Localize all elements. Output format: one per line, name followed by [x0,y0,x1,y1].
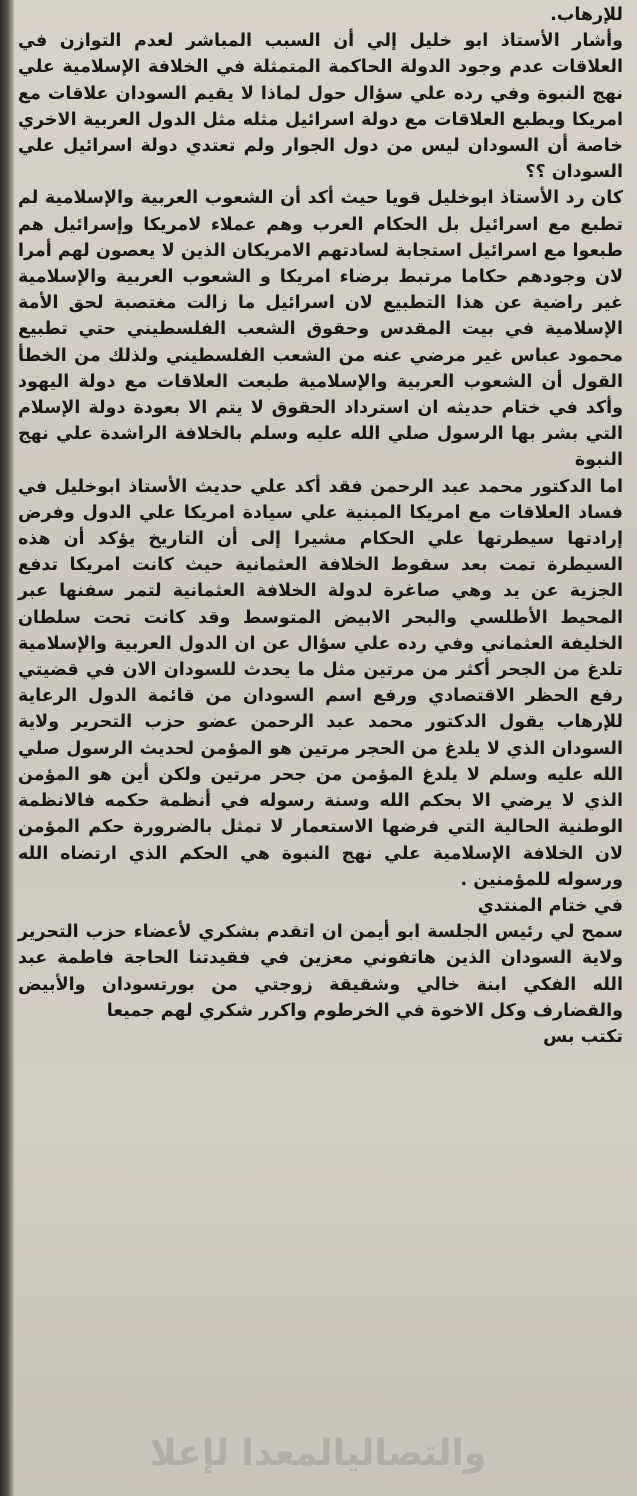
article-body [18,2,623,1050]
paragraph-abukhalil-balance: وأشار الأستاذ ابو خليل إلي أن السبب المباشر لعدم التوازن في العلاقات عدم وجود الدولة الحاكمة المتمثلة في الخلافة الإسلامية علي نهج النبوة وفي رده علي سؤال حول لماذا لا يقيم السودان علاقات مع امريكا ويطبع العلاقات مع دولة اسرائيل مثله مثل الدول العربية الاخري خاصة أن السودان ليس من دول الجوار ولم تعتدي دولة اسرائيل علي السودان ؟؟ [18,31,623,183]
closing-paragraph: سمح لي رئيس الجلسة ابو أيمن ان اتقدم بشكري لأعضاء حزب التحرير ولاية السودان الذين هاتفوني معزين في فقيدتنا الحاجة فاطمة عبد الله الفكي ابنة خالي وشقيقة زوجتي من بورتسودان والأبيض والقضارف وكل الاخوة في الخرطوم واكرر شكري لهم جميعا [18,922,623,1021]
faded-footer-text: والتصاليالمعدا لإعلا [150,1433,487,1474]
closing-heading: في ختام المنتدي [477,895,623,916]
paragraph-abdelrahman: اما الدكتور محمد عبد الرحمن فقد أكد علي حديث الأستاذ ابوخليل في فساد العلاقات مع امريكا المبنية علي سيادة امريكا علي الدول وفرض إرادتها سيطرتها علي الحكام مشيرا إلى أن التاريخ يؤكد أن هذه السيطرة تمت بعد سقوط الخلافة العثمانية حيث كانت امريكا تدفع الجزية عن يد وهي صاغرة لدولة الخلافة العثمانية لتمر سفنها عبر المحيط الأطلسي والبحر الابيض المتوسط وقد كانت تحت سلطان الخليفة العثماني وفي رده علي سؤال عن ان الدول العربية والإسلامية تلدغ من الجحر أكثر من مرتين مثل ما يحدث للسودان الان في قضيتي رفع الحظر الاقتصادي ورفع اسم السودان من قائمة الدول الرعاية للإرهاب يقول الدكتور محمد عبد الرحمن عضو حزب التحرير ولاية السودان الذي لا يلدغ من الحجر مرتين هو المؤمن لحديث الرسول صلي الله عليه وسلم لا يلدغ المؤمن من جحر مرتين ولكن أين هو المؤمن الذي لا يرضي الا بحكم الله وسنة رسوله في أنظمة حكمه فالانظمة الوطنية الحالية التي فرضها الاستعمار لا تمثل بالضرورة حكم المؤمن لان الخلافة الإسلامية علي نهج النبوة هي الحكم الذي ارتضاه الله ورسوله للمؤمنين . [18,476,623,890]
scan-edge-shadow [0,0,14,1496]
intro-fragment: للإرهاب. [550,5,623,25]
paragraph-abukhalil-reply: كان رد الأستاذ ابوخليل قويا حيث أكد أن الشعوب العربية والإسلامية لم تطبع مع اسرائيل بل الحكام العرب وهم عملاء لامريكا وإسرائيل هم طبعوا مع اسرائيل استجابة لسادتهم الامريكان الذين لا يعصون لهم أمرا لان وجودهم حكاما مرتبط برضاء امريكا و الشعوب العربية والإسلامية غير راضية عن هذا التطبيع لان اسرائيل ما زالت مغتصبة لحق الأمة الإسلامية في بيت المقدس وحقوق الشعب الفلسطيني حتي تطبيع محمود عباس غير مرضي عنه من الشعب الفلسطيني ولذلك من الخطأ القول أن الشعوب العربية والإسلامية طبعت العلاقات مع دولة اليهود وأكد في ختام حديثه ان استرداد الحقوق لا يتم الا بعودة دولة الإسلام التي بشر بها الرسول صلي الله عليه وسلم بالخلافة الراشدة علي نهج النبوة [18,188,623,471]
author-signoff: تكتب بس [543,1026,623,1047]
